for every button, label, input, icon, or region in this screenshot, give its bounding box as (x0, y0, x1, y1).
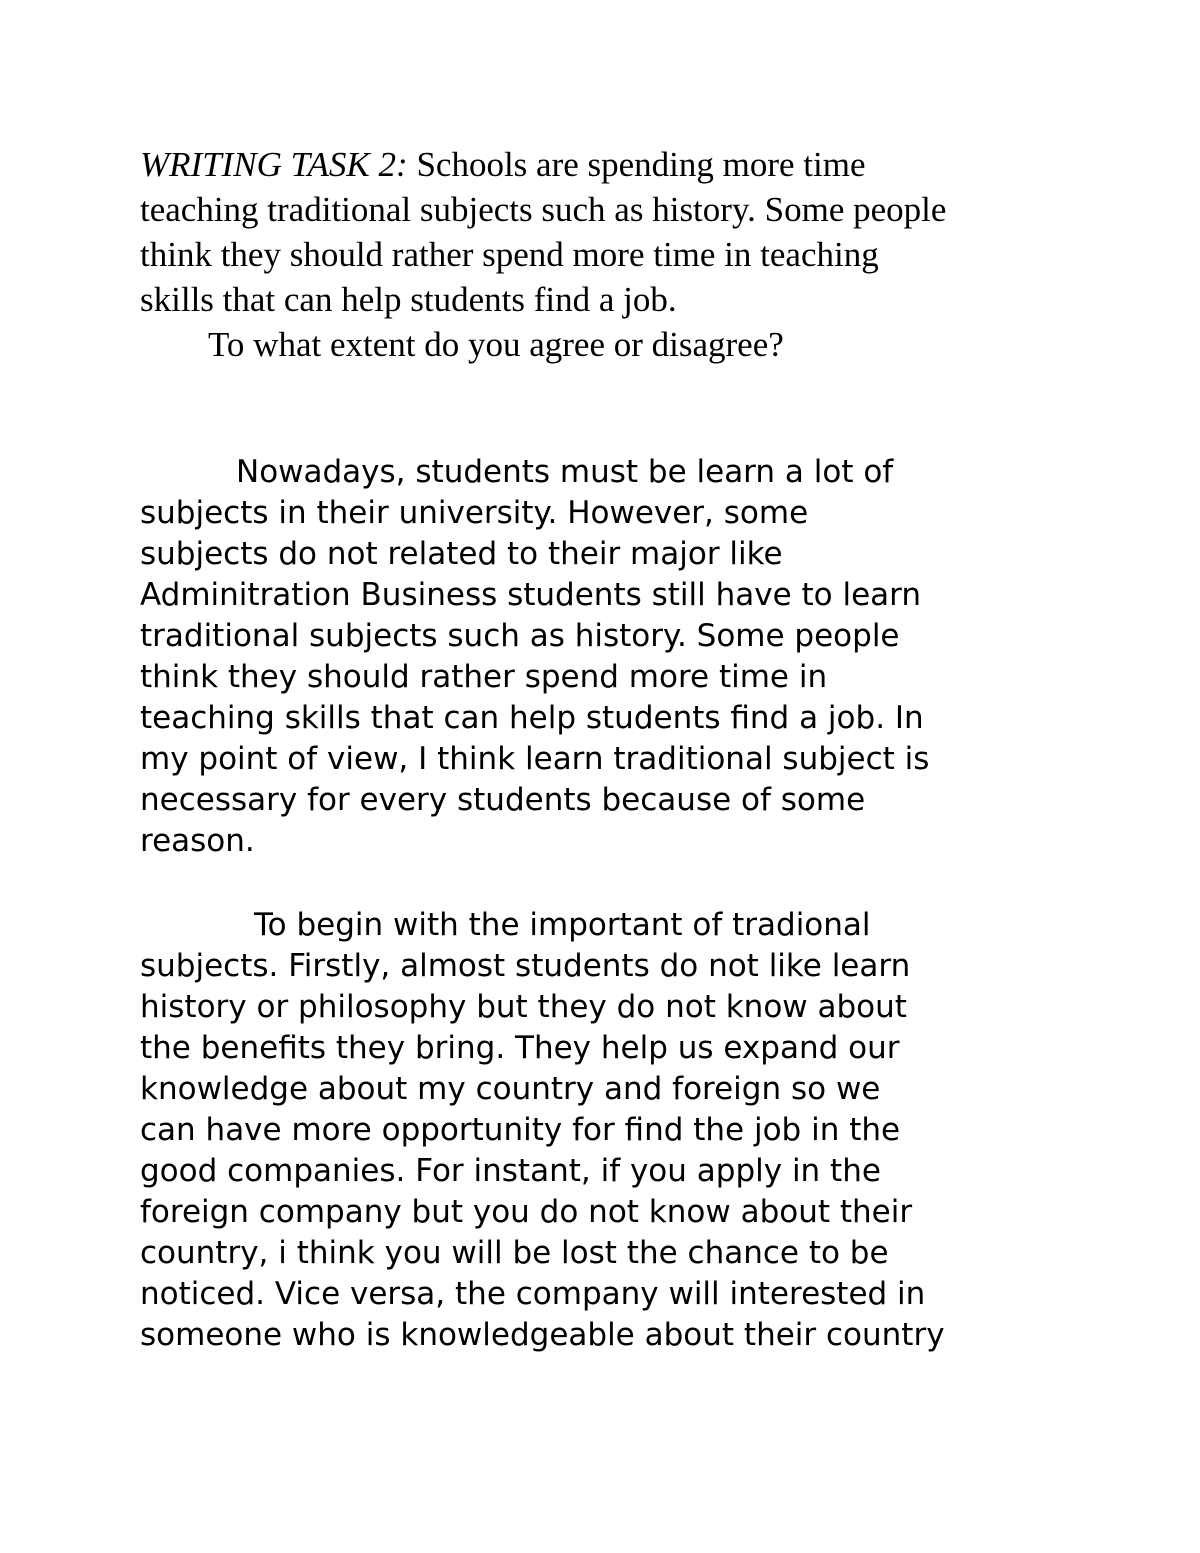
essay-paragraph-body (140, 905, 1100, 1356)
essay-line: teaching skills that can help students find a job. In (140, 700, 924, 736)
essay-line: history or philosophy but they do not know about (140, 989, 907, 1025)
prompt-line: think they should rather spend more time in teaching (140, 235, 879, 274)
prompt-line-1 (140, 142, 1100, 187)
essay-line: can have more opportunity for find the job in the (140, 1112, 901, 1148)
essay-line: Nowadays, students must be learn a lot of (236, 454, 894, 490)
essay-line: my point of view, I think learn traditional subject is (140, 741, 930, 777)
essay-line: someone who is knowledgeable about their country (140, 1317, 945, 1353)
essay-line: subjects in their university. However, some (140, 495, 809, 531)
prompt-line: teaching traditional subjects such as history. Some people (140, 190, 947, 229)
essay-line: think they should rather spend more time in (140, 659, 828, 695)
task-prompt (140, 142, 1100, 367)
essay-line: subjects do not related to their major like (140, 536, 783, 572)
essay-line: subjects. Firstly, almost students do not like learn (140, 948, 911, 984)
essay-line: country, i think you will be lost the chance to be (140, 1235, 889, 1271)
essay-line: foreign company but you do not know about their (140, 1194, 913, 1230)
essay-paragraph-intro (140, 452, 1100, 862)
essay-line: noticed. Vice versa, the company will interested in (140, 1276, 926, 1312)
prompt-text: Schools are spending more time (407, 145, 866, 184)
essay-line: good companies. For instant, if you apply in the (140, 1153, 881, 1189)
essay-line: knowledge about my country and foreign so we (140, 1071, 881, 1107)
essay-line: necessary for every students because of some (140, 782, 866, 818)
essay-line: the benefits they bring. They help us expand our (140, 1030, 900, 1066)
task-label: WRITING TASK 2: (140, 145, 408, 184)
essay-line: traditional subjects such as history. Some people (140, 618, 900, 654)
essay-line: To begin with the important of tradional (254, 907, 871, 943)
essay-line: Adminitration Business students still have to learn (140, 577, 922, 613)
prompt-line: skills that can help students find a job. (140, 280, 677, 319)
prompt-question: To what extent do you agree or disagree? (208, 325, 784, 364)
essay-line: reason. (140, 823, 255, 859)
